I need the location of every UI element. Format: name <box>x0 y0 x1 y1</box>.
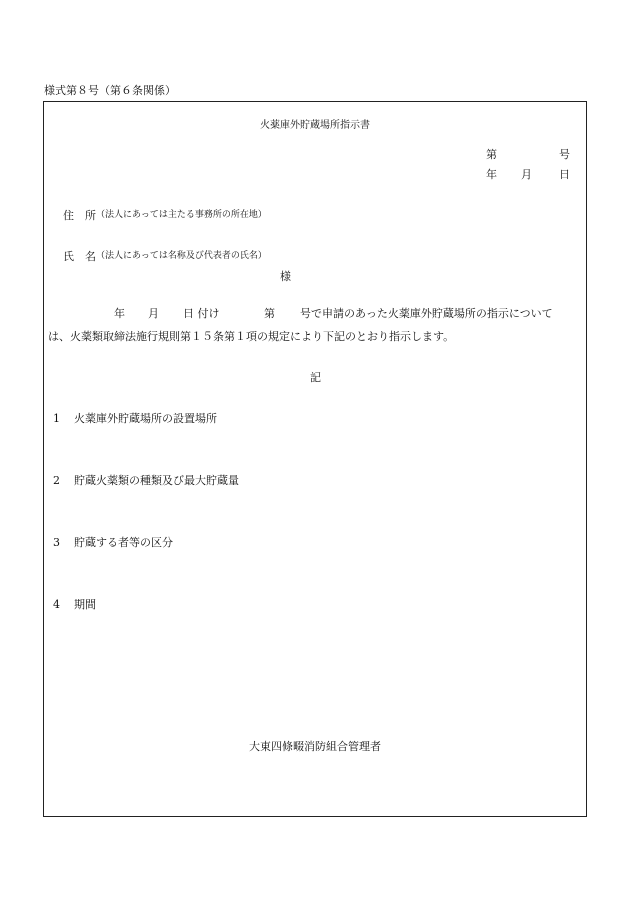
ki-heading: 記 <box>310 371 321 384</box>
item-number: 1 <box>53 412 60 425</box>
address-label: 住 所 <box>63 209 96 222</box>
body-day-dated: 日 付け <box>183 307 220 320</box>
item-text: 貯蔵火薬類の種類及び最大貯蔵量 <box>74 474 239 487</box>
body-line1: 号で申請のあった火薬庫外貯蔵場所の指示について <box>300 307 553 320</box>
body-year: 年 <box>114 307 125 320</box>
body-dai: 第 <box>264 307 275 320</box>
item-text: 貯蔵する者等の区分 <box>74 536 173 549</box>
number-go: 号 <box>559 148 570 161</box>
name-note: （法人にあっては名称及び代表者の氏名） <box>96 251 267 261</box>
body-line2: は、火薬類取締法施行規則第１５条第１項の規定により下記のとおり指示します。 <box>48 330 455 343</box>
item-text: 火薬庫外貯蔵場所の設置場所 <box>74 412 217 425</box>
date-day: 日 <box>559 168 570 181</box>
item-number: 2 <box>53 474 60 487</box>
body-month: 月 <box>148 307 159 320</box>
address-note: （法人にあっては主たる事務所の所在地） <box>96 210 267 220</box>
item-number: 4 <box>53 598 60 611</box>
date-year: 年 <box>486 168 497 181</box>
name-label: 氏 名 <box>63 250 96 263</box>
form-frame <box>43 101 587 817</box>
document-title: 火薬庫外貯蔵場所指示書 <box>260 120 370 131</box>
item-number: 3 <box>53 536 60 549</box>
issuer: 大東四條畷消防組合管理者 <box>249 740 381 753</box>
form-label: 様式第８号（第６条関係） <box>44 84 176 97</box>
item-text: 期間 <box>74 598 96 611</box>
honorific: 様 <box>280 270 291 283</box>
number-dai: 第 <box>486 148 497 161</box>
date-month: 月 <box>521 168 532 181</box>
